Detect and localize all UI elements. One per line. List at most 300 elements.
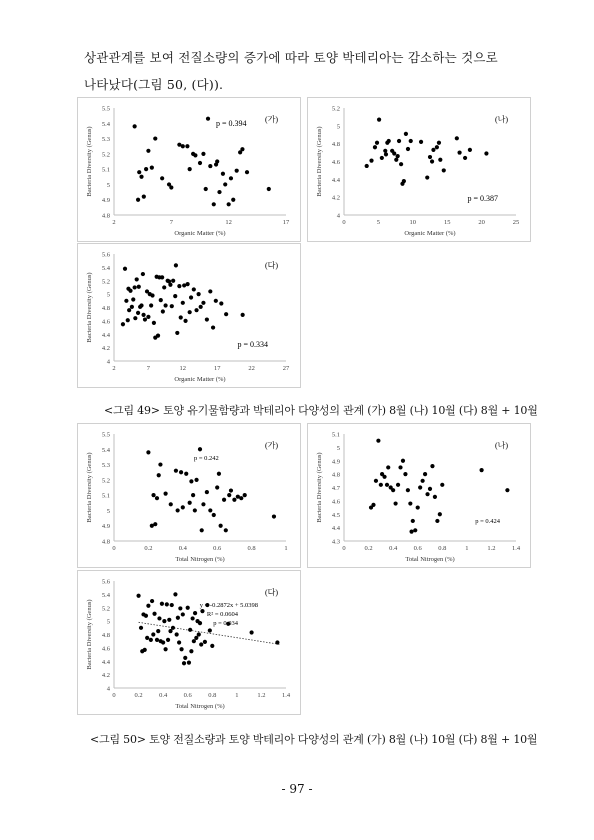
data-point <box>143 317 147 321</box>
data-point <box>205 490 209 494</box>
data-point <box>211 325 215 329</box>
data-point <box>430 464 434 468</box>
data-point <box>184 472 188 476</box>
x-tick-label: 0.8 <box>438 545 447 552</box>
y-tick-label: 5.2 <box>331 105 340 113</box>
data-point <box>145 636 149 640</box>
data-point <box>204 187 208 191</box>
data-point <box>179 315 183 319</box>
y-tick-label: 4.2 <box>101 345 110 353</box>
data-point <box>162 285 166 289</box>
data-point <box>435 145 439 149</box>
data-point <box>193 611 197 615</box>
data-point <box>162 619 166 623</box>
x-tick-label: 0.4 <box>389 545 398 552</box>
data-point <box>208 508 212 512</box>
data-point <box>484 151 488 155</box>
y-tick-label: 5.3 <box>101 136 110 144</box>
data-point <box>164 647 168 651</box>
data-point <box>155 496 159 500</box>
x-tick-label: 5 <box>376 219 381 226</box>
data-point <box>505 488 509 492</box>
data-point <box>175 331 179 335</box>
y-tick-label: 4.4 <box>101 658 110 666</box>
data-point <box>191 616 195 620</box>
y-tick-label: 5 <box>336 444 340 452</box>
data-point <box>185 144 189 148</box>
data-point <box>192 639 196 643</box>
y-tick-label: 4.4 <box>101 331 110 339</box>
data-point <box>173 592 177 596</box>
data-point <box>133 124 137 128</box>
data-point <box>194 308 198 312</box>
x-tick-label: 0 <box>112 692 116 699</box>
data-point <box>199 305 203 309</box>
data-point <box>143 648 147 652</box>
data-point <box>164 492 168 496</box>
data-point <box>386 465 390 469</box>
x-axis-label: Total Nitrogen (%) <box>175 556 225 563</box>
data-point <box>198 161 202 165</box>
data-point <box>144 614 148 618</box>
y-tick-label: 5.2 <box>101 278 110 286</box>
data-point <box>170 304 174 308</box>
data-point <box>208 164 212 168</box>
x-tick-label: 1.4 <box>511 545 521 552</box>
data-point <box>394 501 398 505</box>
data-point <box>159 298 163 302</box>
data-point <box>166 638 170 642</box>
data-point <box>177 284 181 288</box>
y-tick-label: 5.2 <box>101 151 110 159</box>
x-tick-label: 17 <box>213 365 221 372</box>
y-tick-label: 5.5 <box>101 431 110 439</box>
data-point <box>191 493 195 497</box>
data-point <box>146 315 150 319</box>
data-point <box>131 297 135 301</box>
y-tick-label: 4.9 <box>331 458 340 466</box>
y-tick-label: 5.2 <box>101 605 110 613</box>
data-point <box>442 168 446 172</box>
data-point <box>239 496 243 500</box>
p-value-label: p = 0.334 <box>237 340 268 349</box>
figure-49-caption: <그림 49> 토양 유기물함량과 박테리아 다양성의 관계 (가) 8월 (나) 10월 (다) 8월 + 10월 <box>104 404 538 417</box>
data-point <box>221 172 225 176</box>
data-point <box>391 488 395 492</box>
y-tick-label: 4 <box>106 685 110 693</box>
data-point <box>425 175 429 179</box>
x-tick-label: 27 <box>282 365 290 372</box>
data-point <box>430 159 434 163</box>
y-tick-label: 5.5 <box>101 105 110 113</box>
data-point <box>169 185 173 189</box>
data-point <box>181 301 185 305</box>
data-point <box>416 505 420 509</box>
data-point <box>421 479 425 483</box>
data-point <box>181 505 185 509</box>
body-paragraph <box>84 44 524 98</box>
data-point <box>126 318 130 322</box>
data-point <box>423 472 427 476</box>
data-point <box>200 609 204 613</box>
data-point <box>149 638 153 642</box>
data-point <box>183 319 187 323</box>
data-point <box>181 612 185 616</box>
data-point <box>374 479 378 483</box>
data-point <box>210 644 214 648</box>
y-tick-label: 4.8 <box>101 538 110 546</box>
data-point <box>186 282 190 286</box>
data-point <box>428 155 432 159</box>
data-point <box>165 602 169 606</box>
data-point <box>375 141 379 145</box>
data-point <box>241 313 245 317</box>
page-number: - 97 - <box>281 782 313 796</box>
data-point <box>182 661 186 665</box>
x-tick-label: 0.4 <box>178 545 187 552</box>
data-point <box>219 524 223 528</box>
data-point <box>201 152 205 156</box>
data-point <box>153 522 157 526</box>
data-point <box>189 295 193 299</box>
y-tick-label: 5.6 <box>101 251 110 259</box>
data-point <box>164 303 168 307</box>
figure-50-caption: <그림 50> 토양 전질소량과 토양 박테리아 다양성의 관계 (가) 8월 (나) 10월 (다) 8월 + 10월 <box>90 733 538 746</box>
data-point <box>133 316 137 320</box>
x-tick-label: 0 <box>342 545 346 552</box>
data-point <box>382 475 386 479</box>
data-point <box>235 169 239 173</box>
x-tick-label: 0.6 <box>213 545 222 552</box>
data-point <box>188 501 192 505</box>
data-point <box>193 153 197 157</box>
data-point <box>146 604 150 608</box>
data-point <box>173 294 177 298</box>
data-point <box>168 629 172 633</box>
x-tick-label: 0.6 <box>413 545 422 552</box>
data-point <box>215 159 219 163</box>
data-point <box>176 508 180 512</box>
data-point <box>137 285 141 289</box>
panel-label: (나) <box>494 441 508 450</box>
y-tick-label: 5.1 <box>331 431 340 439</box>
paragraph-line-2: 나타났다(그림 50, (다)). <box>84 77 224 92</box>
data-point <box>408 501 412 505</box>
data-point <box>215 485 219 489</box>
y-axis-label: Bacteria Diversity (Genus) <box>86 126 93 197</box>
data-point <box>136 594 140 598</box>
data-point <box>170 603 174 607</box>
data-point <box>127 308 131 312</box>
data-point <box>194 478 198 482</box>
data-point <box>392 151 396 155</box>
data-point <box>142 195 146 199</box>
p-value-label: p = 0.394 <box>216 119 247 128</box>
data-point <box>139 626 143 630</box>
y-tick-label: 4.8 <box>331 471 340 479</box>
data-point <box>224 312 228 316</box>
y-tick-label: 5.6 <box>101 578 110 586</box>
x-tick-label: 17 <box>282 219 290 226</box>
data-point <box>188 167 192 171</box>
x-tick-label: 1.2 <box>257 692 266 699</box>
x-tick-label: 15 <box>443 219 451 226</box>
data-point <box>468 148 472 152</box>
y-tick-label: 5.4 <box>101 591 110 599</box>
y-tick-label: 4.9 <box>101 523 110 531</box>
data-point <box>157 616 161 620</box>
data-point <box>197 632 201 636</box>
data-point <box>403 472 407 476</box>
panel-label: (다) <box>264 588 278 597</box>
x-tick-label: 0.2 <box>134 692 143 699</box>
data-point <box>438 158 442 162</box>
y-tick-label: 4 <box>336 212 340 220</box>
x-tick-label: 25 <box>512 219 520 226</box>
data-point <box>189 649 193 653</box>
data-point <box>245 170 249 174</box>
data-point <box>141 272 145 276</box>
data-point <box>198 621 202 625</box>
x-tick-label: 0.2 <box>364 545 373 552</box>
y-tick-label: 4.8 <box>101 212 110 220</box>
p-value-label: p = 0.034 <box>213 620 238 627</box>
data-point <box>373 145 377 149</box>
y-tick-label: 5.4 <box>101 446 110 454</box>
data-point <box>250 630 254 634</box>
data-point <box>150 166 154 170</box>
data-point <box>156 629 160 633</box>
panel-label: (나) <box>494 115 508 124</box>
data-point <box>192 287 196 291</box>
y-tick-label: 4.6 <box>101 318 110 326</box>
data-point <box>406 488 410 492</box>
data-point <box>409 139 413 143</box>
y-tick-label: 4.3 <box>331 538 340 546</box>
figure-50-da <box>77 570 301 715</box>
figure-50-na <box>307 423 531 568</box>
data-point <box>217 472 221 476</box>
data-point <box>151 632 155 636</box>
data-point <box>463 156 467 160</box>
data-point <box>201 502 205 506</box>
y-tick-label: 5.4 <box>101 120 110 128</box>
data-point <box>169 502 173 506</box>
data-point <box>158 462 162 466</box>
y-tick-label: 5 <box>106 291 110 299</box>
data-point <box>161 640 165 644</box>
data-point <box>187 660 191 664</box>
data-point <box>411 519 415 523</box>
y-tick-label: 4.7 <box>331 485 340 492</box>
figure-49-ga <box>77 97 301 242</box>
x-tick-label: 12 <box>179 365 187 372</box>
x-tick-label: 7 <box>169 219 173 226</box>
y-tick-label: 4.6 <box>331 159 340 166</box>
y-tick-label: 4.9 <box>101 197 110 205</box>
x-tick-label: 0.6 <box>183 692 192 699</box>
p-value-label: p = 0.242 <box>194 455 219 462</box>
data-point <box>457 150 461 154</box>
p-value-label: p = 0.387 <box>467 194 498 203</box>
data-point <box>222 498 226 502</box>
x-tick-label: 10 <box>409 219 417 226</box>
data-point <box>398 465 402 469</box>
y-tick-label: 5 <box>336 123 340 131</box>
data-point <box>197 292 201 296</box>
x-axis-label: Organic Matter (%) <box>174 376 226 383</box>
y-tick-label: 5.3 <box>101 462 110 470</box>
y-tick-label: 4.4 <box>331 176 340 184</box>
data-point <box>150 293 154 297</box>
data-point <box>136 311 140 315</box>
paragraph-line-1: 상관관계를 보여 전질소량의 증가에 따라 토양 박테리아는 감소하는 것으로 <box>84 50 498 65</box>
data-point <box>160 602 164 606</box>
data-point <box>224 528 228 532</box>
y-tick-label: 4.5 <box>331 511 340 519</box>
data-point <box>135 277 139 281</box>
y-tick-label: 4 <box>106 358 110 366</box>
x-tick-label: 0.4 <box>159 692 168 699</box>
data-point <box>406 147 410 151</box>
figure-49-da <box>77 243 301 388</box>
data-point <box>161 309 165 313</box>
x-tick-label: 22 <box>248 365 255 372</box>
figure-50-ga <box>77 423 301 568</box>
x-axis-label: Total Nitrogen (%) <box>175 703 225 710</box>
data-point <box>160 275 164 279</box>
data-point <box>365 164 369 168</box>
data-point <box>171 626 175 630</box>
data-point <box>151 493 155 497</box>
data-point <box>144 167 148 171</box>
p-value-label: p = 0.424 <box>475 518 500 525</box>
data-point <box>199 642 203 646</box>
data-point <box>139 303 143 307</box>
data-point <box>231 198 235 202</box>
data-point <box>387 139 391 143</box>
y-axis-label: Bacteria Diversity (Genus) <box>86 599 93 670</box>
regression-equation: y = -0.2872x + 5.0398 <box>199 602 258 609</box>
data-point <box>223 182 227 186</box>
data-point <box>383 149 387 153</box>
x-tick-label: 2 <box>112 365 116 372</box>
y-tick-label: 4.6 <box>101 645 110 653</box>
data-point <box>409 530 413 534</box>
data-point <box>208 289 212 293</box>
data-point <box>179 647 183 651</box>
data-point <box>425 492 429 496</box>
data-point <box>402 179 406 183</box>
data-point <box>428 487 432 491</box>
data-point <box>419 140 423 144</box>
data-point <box>438 512 442 516</box>
data-point <box>401 459 405 463</box>
data-point <box>404 132 408 136</box>
y-tick-label: 5.1 <box>101 166 110 174</box>
data-point <box>379 483 383 487</box>
x-tick-label: 1 <box>284 545 288 552</box>
data-point <box>139 175 143 179</box>
y-tick-label: 4.8 <box>101 632 110 639</box>
data-point <box>128 289 132 293</box>
data-point <box>435 519 439 523</box>
panel-label: (가) <box>264 115 278 124</box>
x-axis-label: Total Nitrogen (%) <box>405 556 455 563</box>
data-point <box>189 479 193 483</box>
x-tick-label: 0.8 <box>208 692 217 699</box>
y-tick-label: 4.2 <box>331 194 340 202</box>
data-point <box>188 628 192 632</box>
data-point <box>167 618 171 622</box>
x-tick-label: 1.2 <box>487 545 496 552</box>
data-point <box>480 468 484 472</box>
data-point <box>183 656 187 660</box>
data-point <box>179 470 183 474</box>
data-point <box>212 513 216 517</box>
data-point <box>203 640 207 644</box>
data-point <box>214 299 218 303</box>
data-point <box>240 147 244 151</box>
data-point <box>153 136 157 140</box>
data-point <box>152 612 156 616</box>
data-point <box>201 301 205 305</box>
y-tick-label: 5.1 <box>101 492 110 500</box>
data-point <box>146 149 150 153</box>
y-tick-label: 5 <box>106 618 110 626</box>
panel-label: (가) <box>264 441 278 450</box>
data-point <box>174 469 178 473</box>
data-point <box>376 439 380 443</box>
data-point <box>433 495 437 499</box>
data-point <box>121 322 125 326</box>
data-point <box>275 640 279 644</box>
y-axis-label: Bacteria Diversity (Genus) <box>316 126 323 197</box>
data-point <box>175 632 179 636</box>
x-tick-label: 20 <box>478 219 485 226</box>
data-point <box>150 599 154 603</box>
data-point <box>136 198 140 202</box>
y-tick-label: 4.6 <box>331 498 340 506</box>
data-point <box>369 159 373 163</box>
x-tick-label: 7 <box>146 365 151 372</box>
data-point <box>160 176 164 180</box>
data-point <box>168 283 172 287</box>
x-tick-label: 1 <box>465 545 469 552</box>
data-point <box>206 117 210 121</box>
data-point <box>380 156 384 160</box>
data-point <box>156 333 160 337</box>
data-point <box>232 498 236 502</box>
data-point <box>155 638 159 642</box>
data-point <box>219 301 223 305</box>
data-point <box>198 447 202 451</box>
data-point <box>186 606 190 610</box>
figure-49-na <box>307 97 531 242</box>
data-point <box>188 310 192 314</box>
data-point <box>177 640 181 644</box>
y-axis-label: Bacteria Diversity (Genus) <box>86 452 93 523</box>
x-axis-label: Organic Matter (%) <box>174 230 226 237</box>
data-point <box>227 202 231 206</box>
panel-label: (다) <box>264 261 278 270</box>
data-point <box>385 483 389 487</box>
data-point <box>267 187 271 191</box>
data-point <box>193 508 197 512</box>
y-tick-label: 5.4 <box>101 264 110 272</box>
data-point <box>123 267 127 271</box>
data-point <box>194 636 198 640</box>
